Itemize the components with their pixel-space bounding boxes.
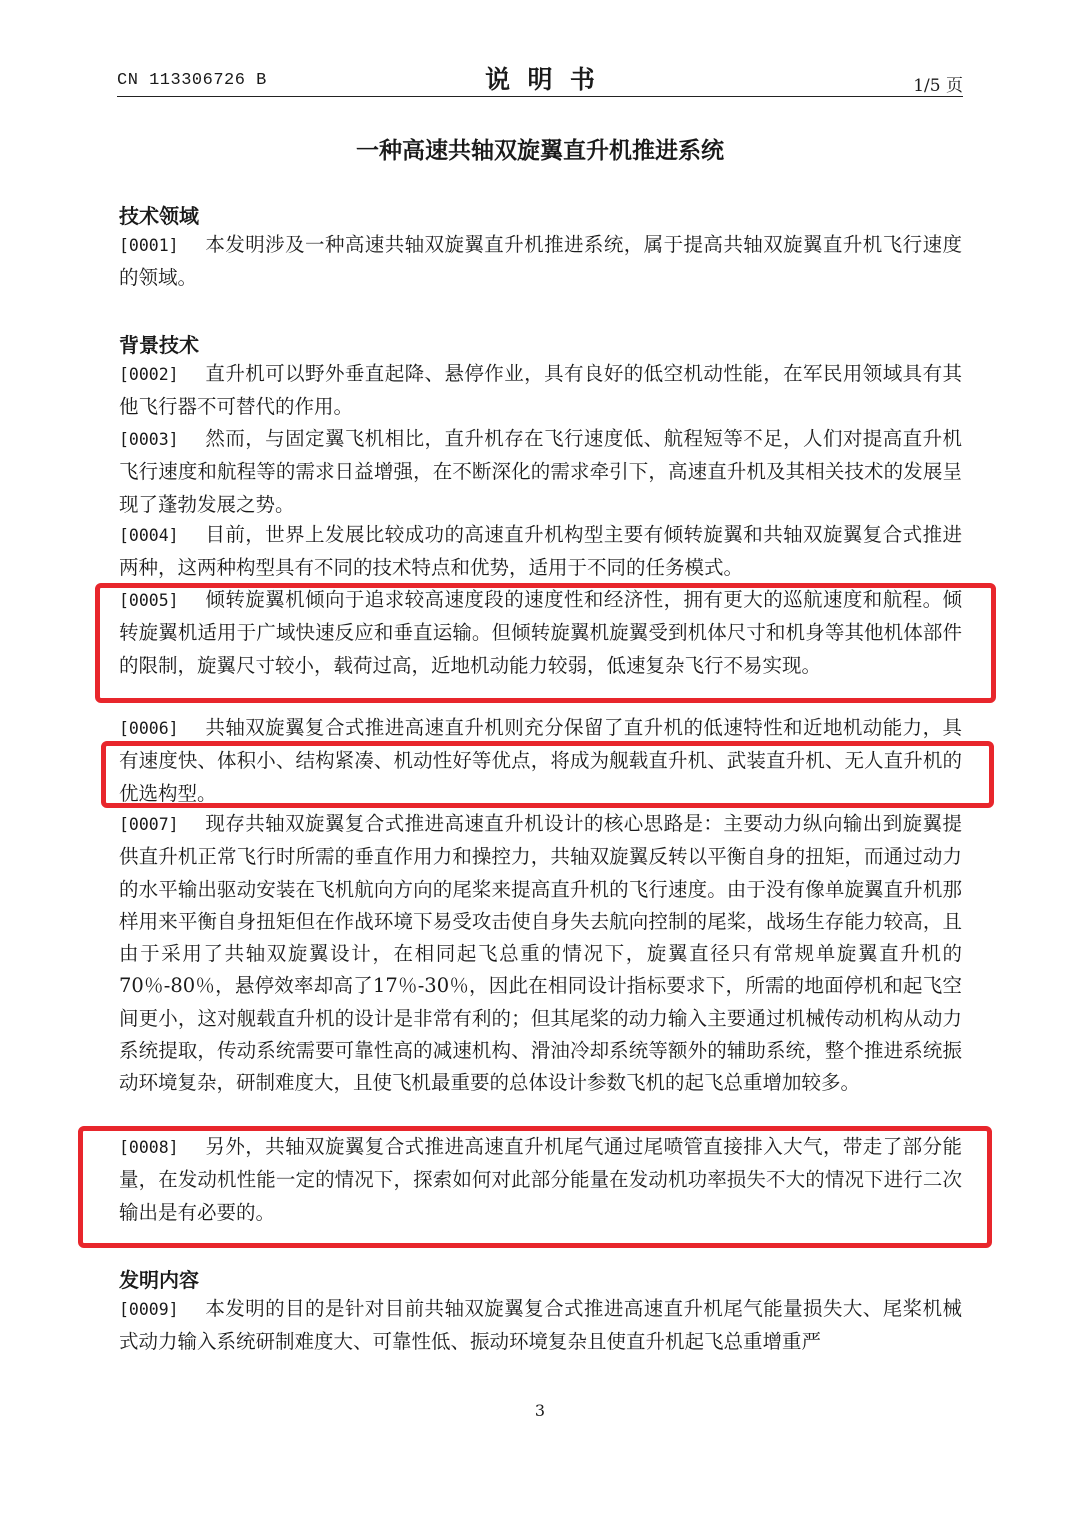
paragraph-number: [0008] bbox=[119, 1138, 179, 1157]
paragraph-text: 倾转旋翼机倾向于追求较高速度段的速度性和经济性，拥有更大的巡航速度和航程。倾转旋翼机适用于广域快速反应和垂直运输。但倾转旋翼机旋翼受到机体尺寸和机身等其他机体部件的限制，旋翼尺寸较小，载荷过高，近地机动能力较弱，低速复杂飞行不易实现。 bbox=[119, 588, 962, 677]
paragraph-0009 bbox=[119, 1293, 962, 1359]
section-heading-invention: 发明内容 bbox=[119, 1268, 199, 1292]
paragraph-number: [0009] bbox=[119, 1300, 179, 1319]
paragraph-number: [0007] bbox=[119, 815, 179, 834]
document-type: 说 明 书 bbox=[485, 65, 595, 94]
document-title: 一种高速共轴双旋翼直升机推进系统 bbox=[356, 138, 724, 164]
paragraph-number: [0004] bbox=[119, 526, 179, 545]
header-rule bbox=[117, 96, 963, 97]
paragraph-text: 另外，共轴双旋翼复合式推进高速直升机尾气通过尾喷管直接排入大气，带走了部分能量，在发动机性能一定的情况下，探索如何对此部分能量在发动机功率损失不大的情况下进行二次输出是有必要的。 bbox=[119, 1135, 962, 1224]
paragraph-text: 目前，世界上发展比较成功的高速直升机构型主要有倾转旋翼和共轴双旋翼复合式推进两种，这两种构型具有不同的技术特点和优势，适用于不同的任务模式。 bbox=[119, 523, 962, 580]
paragraph-number: [0002] bbox=[119, 365, 179, 384]
highlight-box-0008 bbox=[78, 1126, 992, 1248]
paragraph-0002 bbox=[119, 358, 962, 424]
paragraph-0007 bbox=[119, 808, 962, 1100]
paragraph-0001 bbox=[119, 229, 962, 295]
page-number: 3 bbox=[534, 1401, 546, 1420]
paragraph-0004 bbox=[119, 519, 962, 585]
paragraph-text: 本发明的目的是针对目前共轴双旋翼复合式推进高速直升机尾气能量损失大、尾桨机械式动力输入系统研制难度大、可靠性低、振动环境复杂且使直升机起飞总重增重严 bbox=[119, 1297, 962, 1354]
section-heading-background: 背景技术 bbox=[119, 333, 199, 357]
paragraph-text: 本发明涉及一种高速共轴双旋翼直升机推进系统，属于提高共轴双旋翼直升机飞行速度的领域。 bbox=[119, 233, 962, 290]
paragraph-text: 共轴双旋翼复合式推进高速直升机则充分保留了直升机的低速特性和近地机动能力，具有速度快、体积小、结构紧凑、机动性好等优点，将成为舰载直升机、武装直升机、无人直升机的优选构型。 bbox=[119, 716, 962, 804]
section-heading-tech-field: 技术领域 bbox=[119, 204, 199, 228]
paragraph-number: [0001] bbox=[119, 236, 179, 255]
highlight-box-0006 bbox=[101, 741, 994, 808]
highlight-box-0005 bbox=[95, 583, 996, 703]
paragraph-number: [0005] bbox=[119, 591, 179, 610]
paragraph-text: 直升机可以野外垂直起降、悬停作业，具有良好的低空机动性能，在军民用领域具有其他飞行器不可替代的作用。 bbox=[119, 362, 962, 419]
page-indicator: 1/5 页 bbox=[913, 76, 963, 96]
paragraph-0003 bbox=[119, 423, 962, 521]
paragraph-text: 现存共轴双旋翼复合式推进高速直升机设计的核心思路是：主要动力纵向输出到旋翼提供直升机正常飞行时所需的垂直作用力和操控力，共轴双旋翼反转以平衡自身的扭矩，而通过动力的水平输出驱动安装在飞机航向方向的尾桨来提高直升机的飞行速度。由于没有像单旋翼直升机那样用来平衡自身扭矩但在作战环境下易受攻击使自身失去航向控制的尾桨，战场生存能力较高，且由于采用了共轴双旋翼设计，在相同起飞总重的情况下，旋翼直径只有常规单旋翼直升机的70％-80％，悬停效率却高了17％-30％，因此在相同设计指标要求下，所需的地面停机和起飞空间更小，这对舰载直升机的设计是非常有利的；但其尾桨的动力输入主要通过机械传动机构从动力系统提取，传动系统需要可靠性高的减速机构、滑油冷却系统等额外的辅助系统，整个推进系统振动环境复杂，研制难度大，且使飞机最重要的总体设计参数飞机的起飞总重增加较多。 bbox=[119, 812, 962, 1095]
paragraph-number: [0003] bbox=[119, 430, 179, 449]
paragraph-number: [0006] bbox=[119, 719, 179, 738]
paragraph-text: 然而，与固定翼飞机相比，直升机存在飞行速度低、航程短等不足，人们对提高直升机飞行速度和航程等的需求日益增强，在不断深化的需求牵引下，高速直升机及其相关技术的发展呈现了蓬勃发展之势。 bbox=[119, 427, 962, 516]
patent-number: CN 113306726 B bbox=[117, 71, 267, 90]
